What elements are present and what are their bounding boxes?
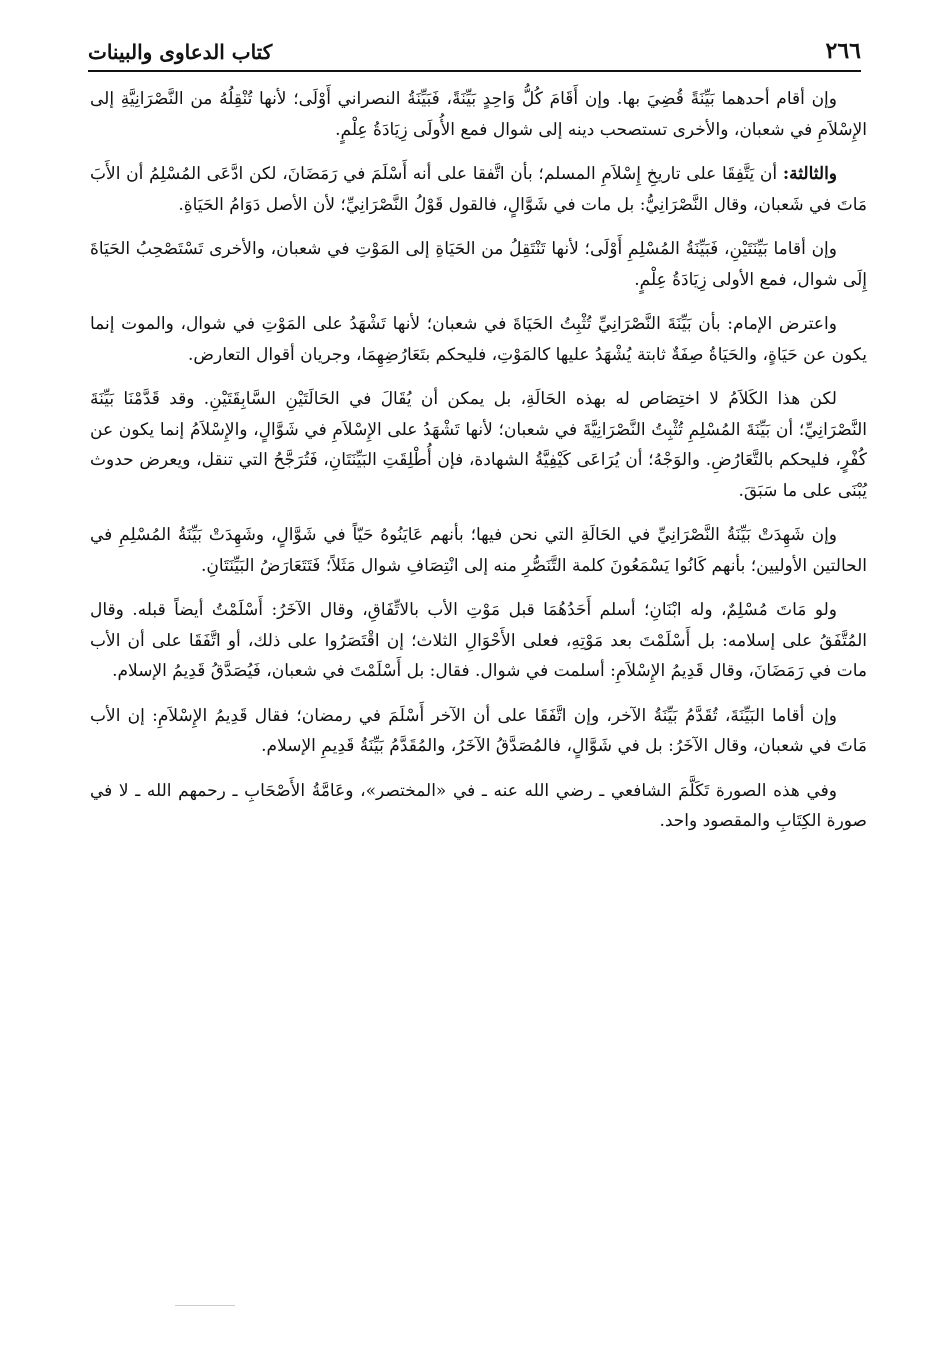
paragraph-2-lead: والثالثة: bbox=[782, 164, 837, 184]
paragraph-9 bbox=[90, 776, 867, 837]
paragraph-6-text: وإن شَهِدَتْ بَيِّنَةُ النَّصْرَانِيِّ في الحَالَةِ التي نحن فيها؛ بأنهم عَايَنُوهُ حَيّاً في شَوَّالٍ، وشَهِدَتْ بَيِّنَةُ المُسْلِمِ في الحالتين الأوليين؛ بأنهم كَانُوا يَسْمَعُونَ كلمة التَّنَصُّرِ منه إلى انْتِصَافِ شوال مَثَلاً؛ فَتَتَعَارَضُ البَيِّنَتَانِ. bbox=[90, 525, 867, 576]
paragraph-8 bbox=[90, 701, 867, 762]
paragraph-9-text: وفي هذه الصورة تَكَلَّمَ الشافعي ـ رضي الله عنه ـ في «المختصر»، وعَامَّةُ الأَصْحَابِ ـ رحمهم الله ـ لا في صورة الكِتَابِ والمقصود واحد. bbox=[90, 780, 867, 831]
paragraph-7 bbox=[90, 595, 867, 687]
paragraph-1-text: وإن أقام أحدهما بَيِّنَةً قُضِيَ بها. وإن أَقَامَ كُلُّ وَاحِدٍ بَيِّنَةً، فَبَيِّنَةُ النصراني أَوْلَى؛ لأنها تُنْقِلُهُ من النَّصْرَانِيَّةِ إلى الإِسْلاَمِ في شعبان، والأخرى تستصحب دينه إلى شوال فمع الأُولَى زِيَادَةُ عِلْمٍ. bbox=[90, 89, 867, 140]
paragraph-6 bbox=[90, 520, 867, 581]
paragraph-3 bbox=[90, 234, 867, 295]
paragraph-2 bbox=[90, 159, 867, 220]
paragraph-8-text: وإن أقاما البَيِّنَةَ، تُقَدَّمُ بَيِّنَةُ الآخر، وإن اتَّفَقَا على أن الآخر أَسْلَمَ في رمضان؛ فقال قَدِيمُ الإِسْلاَمِ: إن الأب مَاتَ في شعبان، وقال الآخَرُ: بل في شَوَّالٍ، فالمُصَدَّقُ الآخَرُ، والمُقَدَّمُ بَيِّنَةُ قَدِيمِ الإسلام. bbox=[90, 705, 867, 756]
paragraph-5 bbox=[90, 384, 867, 506]
paragraph-4 bbox=[90, 309, 867, 370]
scan-mark bbox=[175, 1305, 235, 1306]
paragraph-1 bbox=[90, 84, 867, 145]
paragraph-5-text: لكن هذا الكَلاَمُ لا اختِصَاص له بهذه الحَالَةِ، بل يمكن أن يُقَالَ في الحَالَتَيْنِ السَّابِقَتَيْنِ. وقد قَدَّمْنَا بَيِّنَةَ النَّصْرَانِيِّ؛ أن بَيِّنَةَ المُسْلِمِ تُثْبِتُ النَّصْرَانِيَّةَ في شعبان؛ لأنها تَشْهَدُ على الإِسْلاَمِ في شَوَّالٍ، والإِسْلاَمُ إنما يكون عن كُفْرٍ، فليحكم بالتَّعَارُضِ. والوَجْهُ؛ أن يُرَاعَى كَيْفِيَّةُ الشهادة، فإن أُطْلِقَتِ البَيِّنَتَانِ، فَتُرَجَّحُ التي تنقل، ويعرض حدوث يُبْنَى على ما سَبَقَ. bbox=[90, 389, 867, 501]
page-header bbox=[88, 28, 861, 72]
body-text bbox=[90, 84, 867, 851]
running-title: كتاب الدعاوى والبينات bbox=[88, 40, 273, 64]
paragraph-7-text: ولو مَاتَ مُسْلِمٌ، وله ابْنَانِ؛ أسلم أَحَدُهُمَا قبل مَوْتِ الأب بالاتِّفَاقِ، وقال الآخَرُ: أَسْلَمْتُ أيضاً قبله. وقال المُتَّفَقُ على إسلامه: بل أَسْلَمْتَ بعد مَوْتِهِ، فعلى الأَحْوَالِ الثلاث؛ إن اقْتَصَرُوا على ذلك، أو اتَّفَقَا على أن الأب مات في رَمَضَانَ، وقال قَدِيمُ الإِسْلاَمِ: أسلمت في شوال. فقال: بل أَسْلَمْتَ في شعبان، فَيُصَدَّقُ قَدِيمُ الإسلام. bbox=[90, 600, 867, 681]
paragraph-3-text: وإن أقاما بَيِّنَتَيْنِ، فَبَيِّنَةُ المُسْلِمِ أَوْلَى؛ لأنها تَنْتَقِلُ من الحَيَاةِ إلى المَوْتِ في شعبان، والأخرى تَسْتَصْحِبُ الحَيَاةَ إِلَى شوال، فمع الأولى زِيَادَةُ عِلْمٍ. bbox=[90, 239, 867, 290]
paragraph-4-text: واعترض الإمام: بأن بَيِّنَةَ النَّصْرَانِيِّ تُثْبِتُ الحَيَاةَ في شعبان؛ لأنها تَشْهَدُ على المَوْتِ في شوال، والموت إنما يكون عن حَيَاةٍ، والحَيَاةُ صِفَةٌ ثابتة يُشْهَدُ عليها كالمَوْتِ، فليحكم بتَعَارُضِهِمَا، وجريان أقوال التعارض. bbox=[90, 314, 867, 365]
page-number: ٢٦٦ bbox=[825, 38, 861, 64]
paragraph-2-text: أن يَتَّفِقَا على تاريخِ إِسْلاَمِ المسلم؛ بأن اتَّفقا على أنه أَسْلَمَ في رَمَضَانَ، لكن ادَّعَى المُسْلِمُ أن الأَبَ مَاتَ في شَعبان، وقال النَّصْرَانِيُّ: بل مات في شَوَّالٍ، فالقول قَوْلُ النَّصْرَانِيِّ؛ لأن الأصل دَوَامُ الحَيَاةِ. bbox=[90, 164, 867, 215]
